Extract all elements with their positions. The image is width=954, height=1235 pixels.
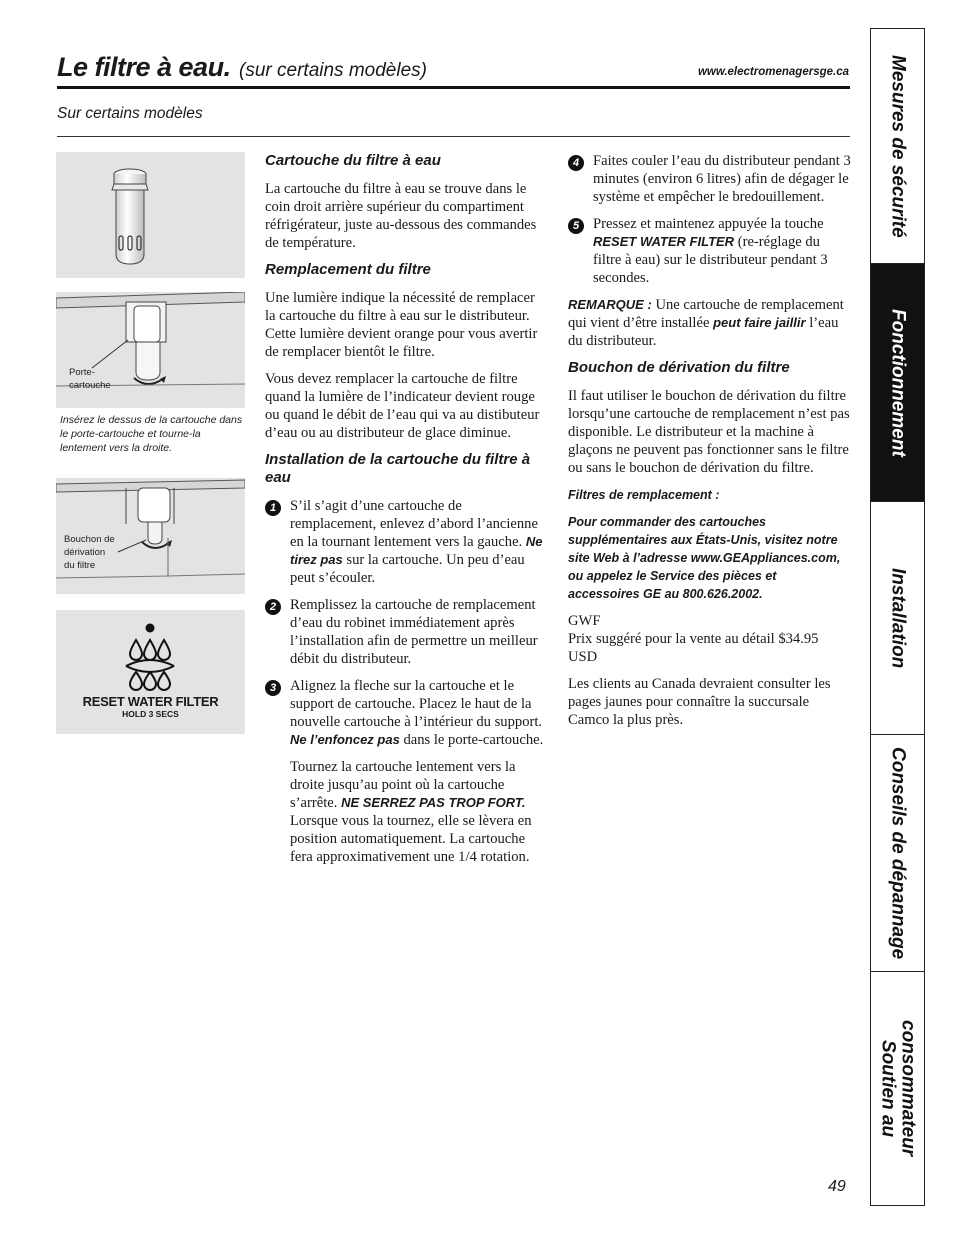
step-number: 4 — [568, 155, 584, 171]
tab-conseils-de-depannage[interactable] — [871, 734, 924, 971]
step-number: 2 — [265, 599, 281, 615]
step-number: 5 — [568, 218, 584, 234]
page-subtitle: Sur certains modèles — [57, 105, 203, 122]
page-title — [57, 52, 427, 83]
step-number: 3 — [265, 680, 281, 696]
price-text: Prix suggéré pour la vente au détail $34.95 USD — [568, 631, 819, 665]
step-3-p2-text-a: Tournez la cartouche lentement vers la droite jusqu’au point où la cartouche s’arrête. — [290, 759, 516, 811]
step-5-bold: RESET WATER FILTER — [593, 234, 735, 249]
step-3-bold: Ne l’enfoncez pas — [290, 732, 400, 747]
cartridge-holder-illustration — [56, 292, 245, 408]
step-2-text: Remplissez la cartouche de remplacement d’eau du robinet immédiatement après l’installation afin de permettre un meilleur débit du distributeur. — [290, 597, 538, 667]
subtitle-rule — [57, 136, 850, 137]
step-4 — [568, 152, 851, 206]
filter-cartridge-illustration — [56, 152, 245, 278]
step-3-text-a: Alignez la fleche sur la cartouche et le support de cartouche. Placez le haut de la nouvelle cartouche à l’intérieur du support. — [290, 678, 543, 730]
tab-label: Installation — [887, 567, 909, 669]
bypass-label-line1: Bouchon de — [64, 534, 115, 545]
reset-label: RESET WATER FILTER — [82, 694, 219, 709]
tab-label-line2: consommateur — [897, 1020, 919, 1157]
heading-installation: Installation de la cartouche du filtre à eau — [265, 451, 531, 486]
step-4-text: Faites couler l’eau du distributeur pendant 3 minutes (environ 6 litres) afin de dégager le système et empêcher le bredouillement. — [593, 153, 851, 205]
step-1-bold: Ne tirez pas — [290, 534, 543, 567]
note-text-b: l’eau du distributeur. — [568, 315, 839, 349]
step-1 — [265, 497, 547, 587]
step-number: 1 — [265, 500, 281, 516]
section-tabs — [870, 28, 925, 1206]
step-5 — [568, 215, 851, 287]
reset-water-filter-illustration — [56, 610, 245, 734]
tab-label: Conseils de dépannage — [887, 746, 909, 960]
tab-fonctionnement[interactable] — [871, 263, 924, 501]
step-3-text-b: dans le porte-cartouche. — [403, 732, 544, 748]
replacement-heading: Filtres de remplacement : — [568, 488, 720, 502]
step-3 — [265, 677, 547, 749]
title-main: Le filtre à eau. — [57, 52, 231, 82]
step-5-text-b: (re-réglage du filtre à eau) sur le distributeur pendant 3 secondes. — [593, 234, 828, 286]
tab-installation[interactable] — [871, 501, 924, 734]
website-link[interactable]: www.electromenagersge.ca — [697, 66, 849, 78]
paragraph-remplacement-2: Vous devez remplacer la cartouche de filtre quand la lumière de l’indicateur devient rouge ou quand le débit de l’eau qui va au distibuteur d’eau ou au distributeur de glace diminue. — [265, 371, 540, 441]
tab-label: Fonctionnement — [887, 308, 909, 457]
step-3-continued — [265, 758, 547, 866]
filter-cartridge-icon — [56, 152, 245, 278]
bypass-label-line3: du filtre — [64, 560, 96, 571]
order-text: Pour commander des cartouches supplémentaires aux États-Unis, visitez notre site Web à l’adresse www.GEAppliances.com, ou appelez le Service des pièces et accessoires GE au 800.626.2002. — [568, 515, 841, 601]
paragraph-cartouche: La cartouche du filtre à eau se trouve dans le coin droit arrière supérieur du compartiment réfrigérateur, juste au-dessous des commandes de température. — [265, 181, 537, 251]
step-3-p2-text-b: Lorsque vous la tournez, elle se lèvera en position automatiquement. La cartouche fera approximativement une 1/4 rotation. — [290, 813, 532, 865]
tab-mesures-de-securite[interactable] — [871, 29, 924, 263]
model-number: GWF — [568, 613, 601, 629]
bypass-plug-illustration — [56, 478, 245, 594]
heading-bouchon: Bouchon de dérivation du filtre — [568, 359, 790, 376]
text-column-2 — [568, 152, 851, 738]
paragraph-bouchon: Il faut utiliser le bouchon de dérivation du filtre lorsqu’une cartouche de remplacement n’est pas disponible. Le distributeur et la machine à glaçons ne peuvent pas fonctionner sans le filtre ou sans le bouchon de dérivation du filtre. — [568, 388, 850, 476]
text-column-1 — [265, 152, 547, 875]
water-drops-icon — [56, 618, 245, 698]
step-3-p2-bold: NE SERREZ PAS TROP FORT. — [341, 795, 526, 810]
header-rule — [57, 86, 850, 89]
canada-text: Les clients au Canada devraient consulter les pages jaunes pour connaître la succursale Camco la plus près. — [568, 676, 831, 728]
reset-sublabel: HOLD 3 SECS — [122, 709, 179, 719]
holder-caption: Insérez le dessus de la cartouche dans le porte-cartouche et tourne-la lentement vers la droite. — [60, 414, 243, 454]
note-label: REMARQUE : — [568, 297, 652, 312]
step-1-text-b: sur la cartouche. Un peu d’eau peut s’écouler. — [290, 552, 525, 586]
tab-soutien-au-consommateur[interactable] — [871, 971, 924, 1205]
tab-label: Mesures de sécurité — [887, 54, 909, 238]
heading-cartouche: Cartouche du filtre à eau — [265, 152, 441, 169]
holder-label-line1: Porte- — [69, 367, 95, 378]
heading-remplacement: Remplacement du filtre — [265, 261, 431, 278]
note-paragraph — [568, 296, 851, 350]
title-sub: (sur certains modèles) — [239, 60, 427, 81]
step-1-text-a: S’il s’agit d’une cartouche de remplacement, enlevez d’abord l’ancienne en la tournant lentement vers la gauche. — [290, 498, 538, 550]
step-2 — [265, 596, 547, 668]
step-5-text-a: Pressez et maintenez appuyée la touche — [593, 216, 824, 232]
tab-label-line1: Soutien au — [877, 1039, 899, 1138]
holder-label-line2: cartouche — [69, 380, 111, 391]
paragraph-remplacement-1: Une lumière indique la nécessité de remplacer la cartouche du filtre à eau sur le distributeur. Cette lumière devient orange pour vous avertir de remplacer bientôt le filtre. — [265, 290, 538, 360]
page-number: 49 — [828, 1178, 846, 1195]
note-text-a: Une cartouche de remplacement qui vient d’être installée — [568, 297, 844, 331]
bypass-label-line2: dérivation — [64, 547, 106, 558]
note-bold: peut faire jaillir — [713, 315, 806, 330]
